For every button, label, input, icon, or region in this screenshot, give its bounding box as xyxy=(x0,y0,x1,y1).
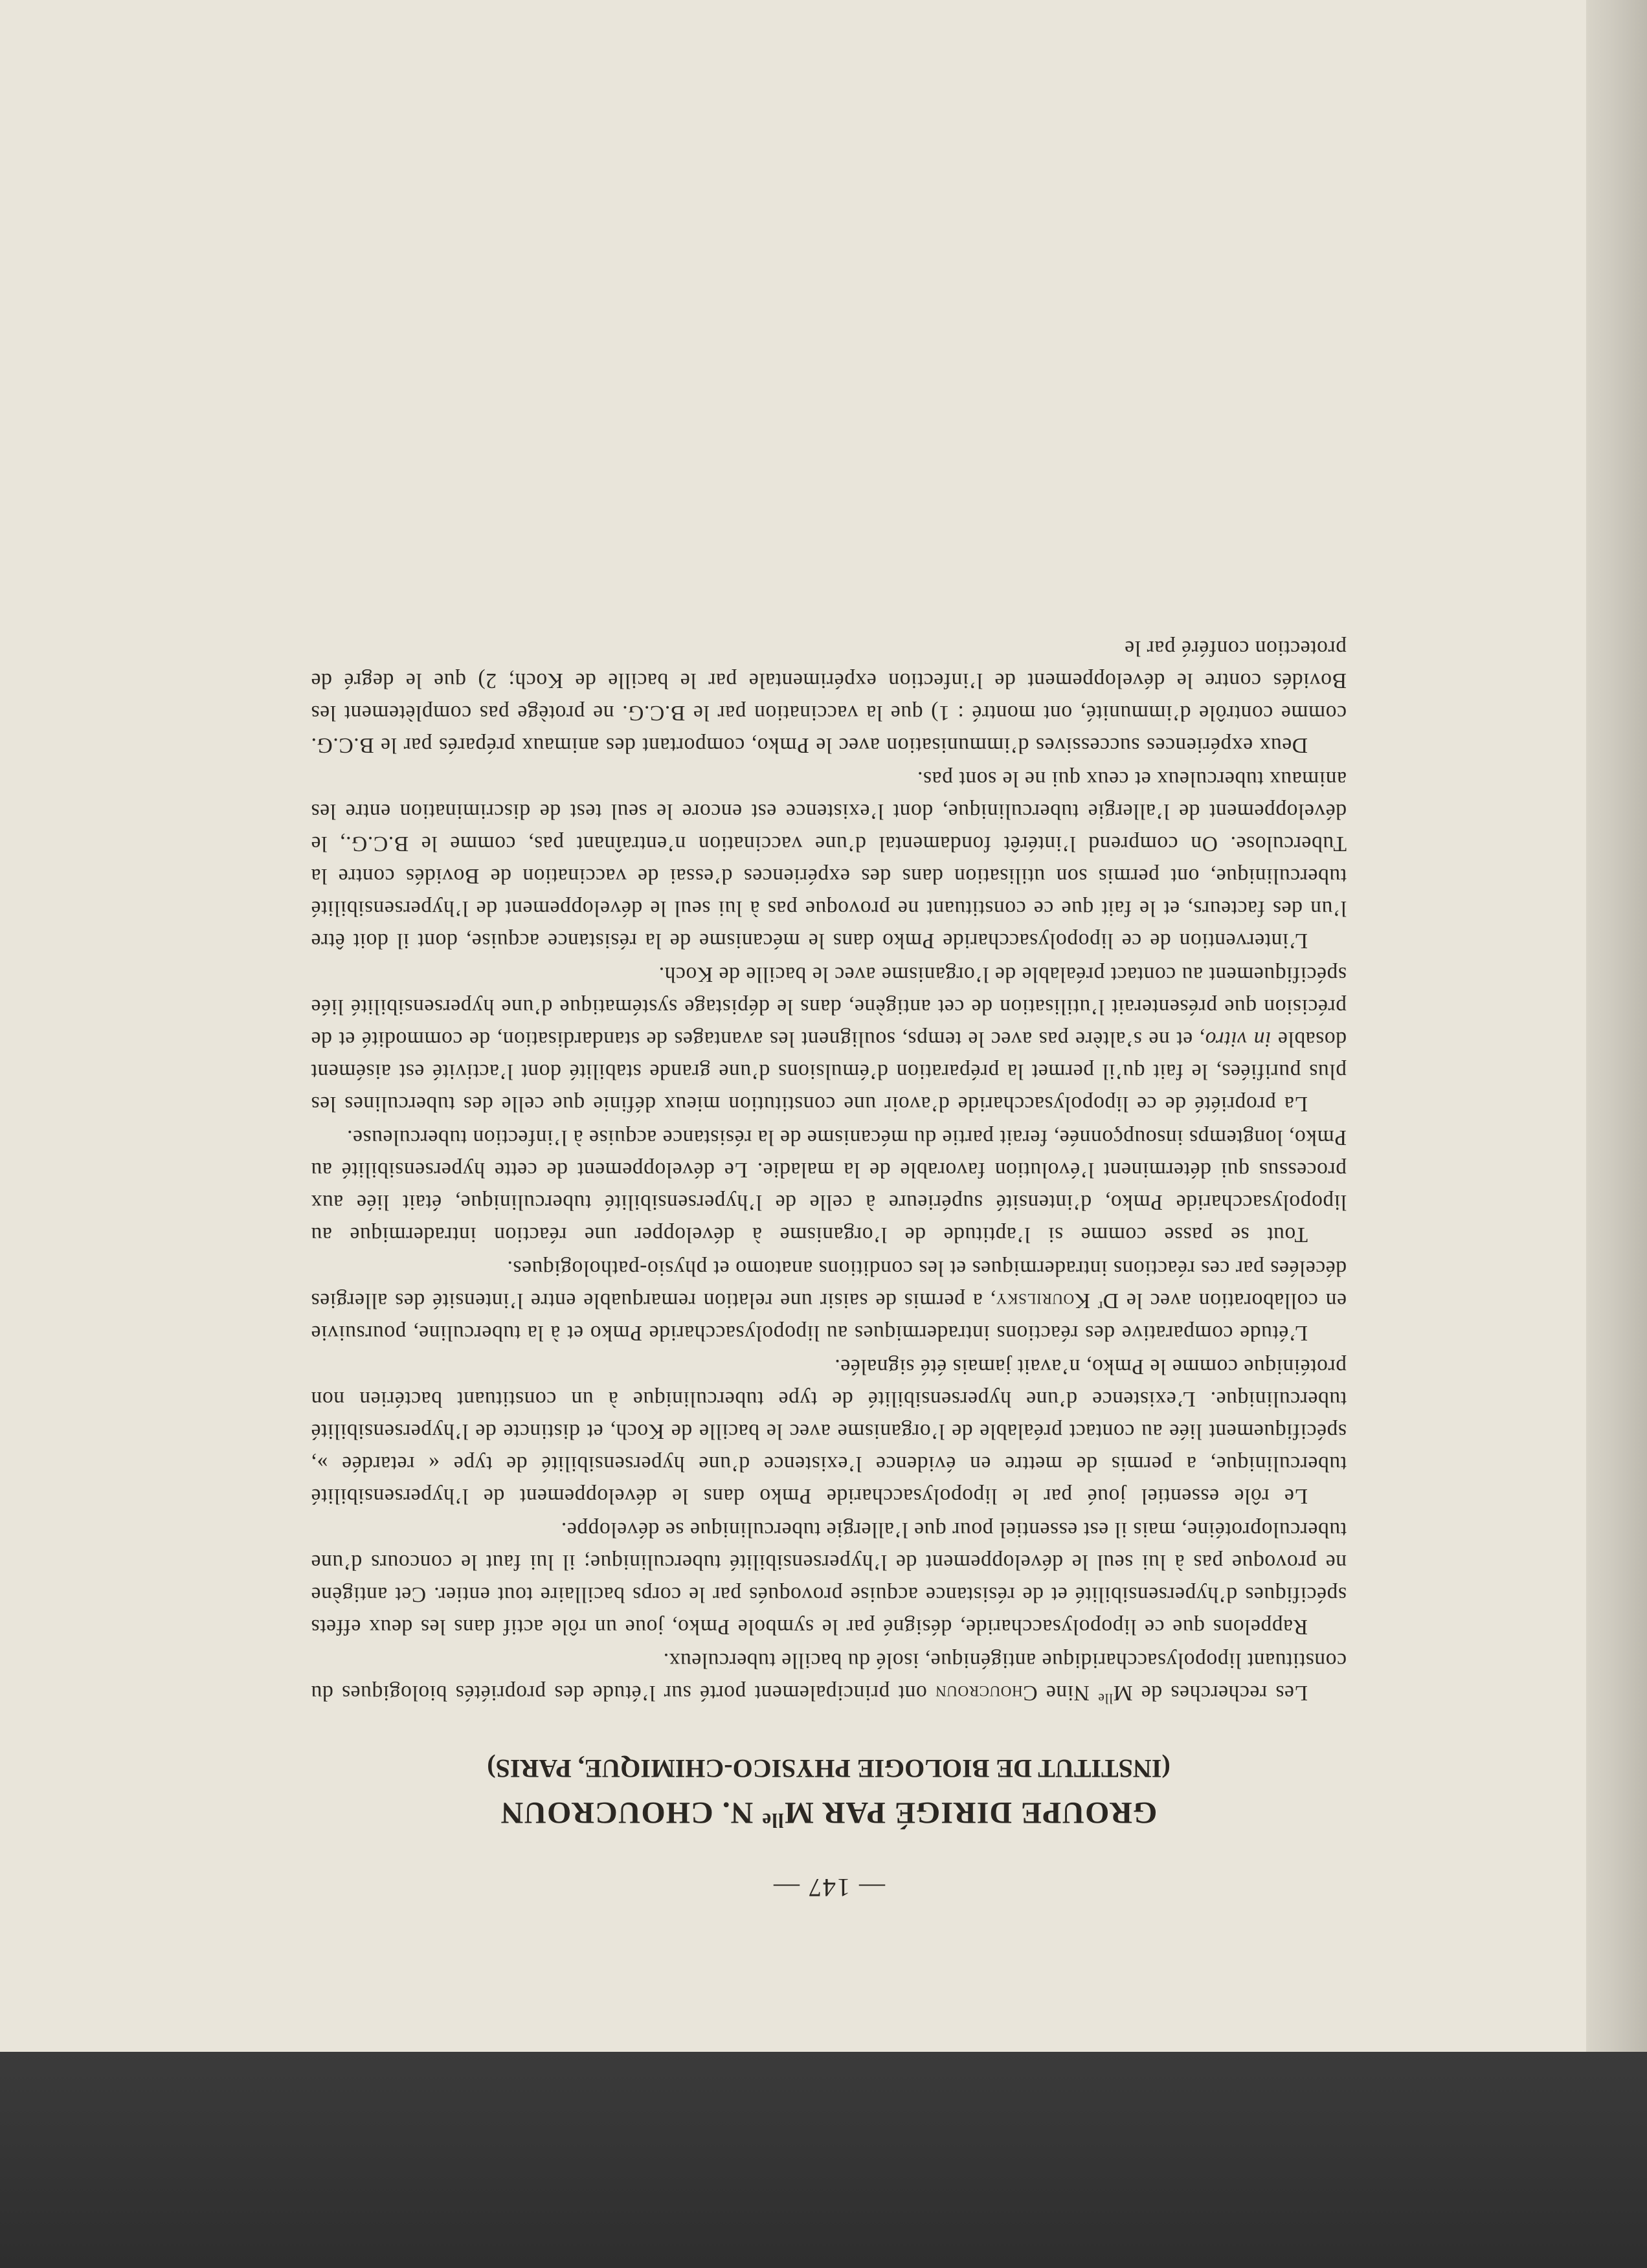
paragraph: L’intervention de ce lipopolysaccharide Pmko dans le mécanisme de la résistance acquise, dont il doit être l’un des facteurs, et le fait que ce constituant ne provoque pas à lui seul le développement de l’hypersensibilité tuberculinique, ont permis son utilisation dans des expériences d’essai de vaccination de Bovidés contre la Tuberculose. On comprend l’intérêt fondamental d’une vaccination n’entraînant pas, comme le B.C.G., le développement de l’allergie tuberculinique, dont l’existence est encore le seul test de discrimination entre les animaux tuberculeux et ceux qui ne le sont pas. xyxy=(311,767,1347,953)
paragraph: Tout se passe comme si l’aptitude de l’organisme à développer une réaction intradermique au lipopolysaccharide Pmko, d’intensité supérieure à celle de l’hypersensibilité tuberculinique, était liée aux processus qui déterminent l’évolution favorable de la maladie. Le développement de cette hypersensibilité au Pmko, longtemps insoupçonnée, ferait partie du mécanisme de la résistance acquise à l’infection tuberculeuse. xyxy=(311,1126,1347,1247)
paragraph-text: Les recherches de M xyxy=(1113,1681,1308,1705)
binding-edge-shadow xyxy=(1586,0,1647,2053)
paragraph-text: ont principalement porté sur l’étude des propriétés biologiques du constituant lipopolysaccharidique antigénique, isolé du bacille tuberculeux. xyxy=(311,1649,1347,1705)
page-number: — 147 — xyxy=(772,1873,885,1902)
italic-term: in vitro xyxy=(1205,1027,1272,1051)
paragraph-text: , et ne s’altère pas avec le temps, soulignent les avantages de standardisation, de commodité et de précision que présenterait l’utilisation de cet antigène, dans le dépistage systématique d’une hypersensibilité liée spécifiquement au contact préalable de l’organisme avec le bacille de Koch. xyxy=(311,962,1347,1051)
paragraph-text: L’étude comparative des réactions intradermiques au lipopolysaccharide Pmko et à la tuberculine, poursuivie en collaboration avec le D xyxy=(311,1289,1347,1345)
paragraph-text: Nine xyxy=(1037,1681,1098,1705)
paragraph: Rappelons que ce lipopolysaccharide, désigné par le symbole Pmko, joue un rôle actif dans les deux effets spécifiques d’hypersensibilité et de résistance acquise provoqués par le corps bacillaire tout entier. Cet antigène ne provoque pas à lui seul le développement de l’hypersensibilité tuberculinique; il lui faut le concours d’une tuberculoprotéine, mais il est essentiel pour que l’allergie tuberculinique se développe. xyxy=(311,1518,1347,1639)
section-subtitle: (INSTITUT DE BIOLOGIE PHYSICO-CHIMIQUE, PARIS) xyxy=(487,1754,1171,1783)
printed-page xyxy=(311,233,1347,1903)
title-superscript: lle xyxy=(761,1809,784,1832)
section-heading xyxy=(311,1750,1347,1832)
author-name: Choucroun xyxy=(935,1681,1038,1705)
superscript: r xyxy=(1097,1298,1103,1314)
paragraph: Deux expériences successives d’immunisation avec le Pmko, comportant des animaux préparés par le B.C.G. comme contrôle d’immunité, ont montré : 1) que la vaccination par le B.C.G. ne protège pas complètement les Bovidés contre le développement de l’infection expérimentale par le bacille de Koch; 2) que le degré de protection conféré par le xyxy=(311,636,1347,757)
superscript: lle xyxy=(1097,1690,1114,1706)
paragraph: Le rôle essentiel joué par le lipopolysaccharide Pmko dans le développement de l’hypersensibilité tuberculinique, a permis de mettre en évidence l’existence d’une hypersensibilité de type « retardée », spécifiquement liée au contact préalable de l’organisme avec le bacille de Koch, et distincte de l’hypersensibilité tuberculinique. L’existence d’une hypersensibilité de type tuberculinique à un constituant bactérien non protéinique comme le Pmko, n’avait jamais été signalée. xyxy=(311,1355,1347,1508)
paragraph-text: , a permis de saisir une relation remarquable entre l’intensité des allergies décelées par ces réactions intradermiques et les conditions anatomo et physio-pathologiques. xyxy=(311,1256,1347,1313)
paragraph xyxy=(311,1644,1347,1709)
paragraph-text: La propriété de ce lipopolysaccharide d’avoir une constitution mieux définie que celle des tuberculines les plus purifiées, le fait qu’il permet la préparation d’émulsions d’une grande stabilité dont l’activité est aisément dosable xyxy=(311,1027,1347,1116)
paragraph-text xyxy=(1090,1289,1097,1313)
author-name: Kourilsky xyxy=(996,1289,1090,1313)
section-title xyxy=(311,1793,1347,1832)
paragraph xyxy=(311,958,1347,1120)
paragraph xyxy=(311,1252,1347,1349)
body-text xyxy=(311,632,1347,1709)
title-prefix: GROUPE DIRIGÉ PAR M xyxy=(783,1796,1158,1830)
title-suffix: N. CHOUCROUN xyxy=(500,1796,762,1830)
scanner-bed xyxy=(0,2052,1647,2268)
